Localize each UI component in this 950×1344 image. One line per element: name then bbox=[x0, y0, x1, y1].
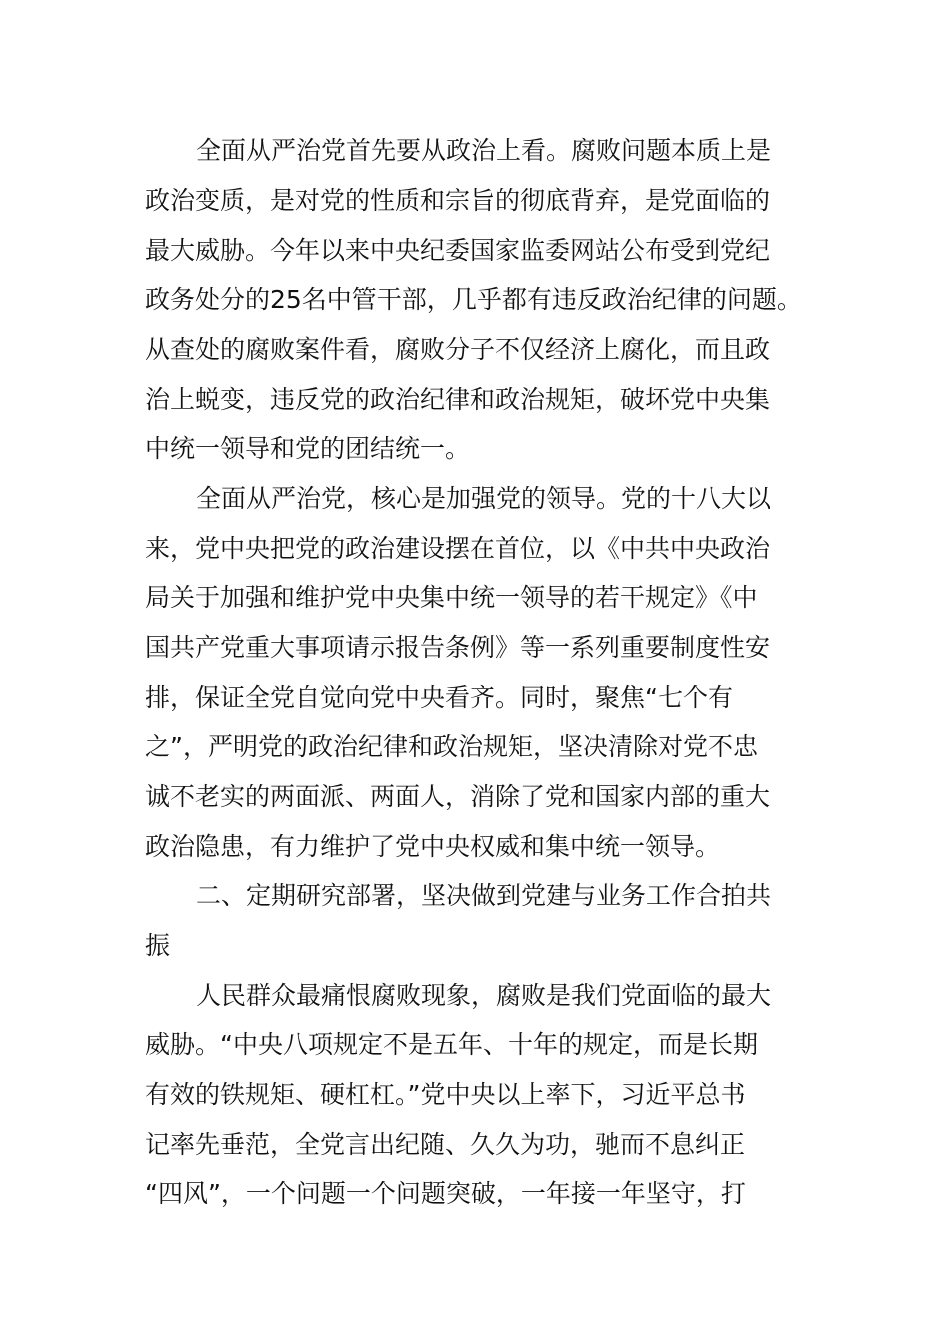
text-line: 人民群众最痛恨腐败现象，腐败是我们党面临的最大 bbox=[196, 981, 772, 1010]
text-line: 局关于加强和维护党中央集中统一领导的若干规定》《中 bbox=[145, 583, 758, 612]
text-line: 排，保证全党自觉向党中央看齐。同时，聚焦“七个有 bbox=[145, 683, 733, 712]
section-heading: 二、定期研究部署，坚决做到党建与业务工作合拍共 bbox=[196, 881, 772, 910]
text-line: “四风”，一个问题一个问题突破，一年接一年坚守，打 bbox=[145, 1179, 746, 1208]
text-line: 国共产党重大事项请示报告条例》等一系列重要制度性安 bbox=[145, 633, 771, 662]
text-line: 威胁。“中央八项规定不是五年、十年的规定，而是长期 bbox=[145, 1030, 758, 1059]
text-line: 政治变质，是对党的性质和宗旨的彻底背弃，是党面临的 bbox=[145, 186, 771, 215]
text-line: 诚不老实的两面派、两面人，消除了党和国家内部的重大 bbox=[145, 782, 771, 811]
text-line: 有效的铁规矩、硬杠杠。”党中央以上率下，习近平总书 bbox=[145, 1080, 746, 1109]
text-line: 政务处分的25名中管干部，几乎都有违反政治纪律的问题。 bbox=[145, 285, 802, 314]
text-line: 记率先垂范，全党言出纪随、久久为功，驰而不息纠正 bbox=[145, 1130, 746, 1159]
text-line: 最大威胁。今年以来中央纪委国家监委网站公布受到党纪 bbox=[145, 236, 771, 265]
text-line: 治上蜕变，违反党的政治纪律和政治规矩，破坏党中央集 bbox=[145, 385, 771, 414]
text-line: 从查处的腐败案件看，腐败分子不仅经济上腐化，而且政 bbox=[145, 335, 771, 364]
text-line: 全面从严治党首先要从政治上看。腐败问题本质上是 bbox=[196, 136, 772, 165]
text-line: 之”，严明党的政治纪律和政治规矩，坚决清除对党不忠 bbox=[145, 732, 758, 761]
text-line: 政治隐患，有力维护了党中央权威和集中统一领导。 bbox=[145, 832, 721, 861]
text-line: 全面从严治党，核心是加强党的领导。党的十八大以 bbox=[196, 484, 772, 513]
text-line: 来，党中央把党的政治建设摆在首位，以《中共中央政治 bbox=[145, 534, 771, 563]
section-heading: 振 bbox=[145, 931, 171, 960]
text-line: 中统一领导和党的团结统一。 bbox=[145, 434, 471, 463]
